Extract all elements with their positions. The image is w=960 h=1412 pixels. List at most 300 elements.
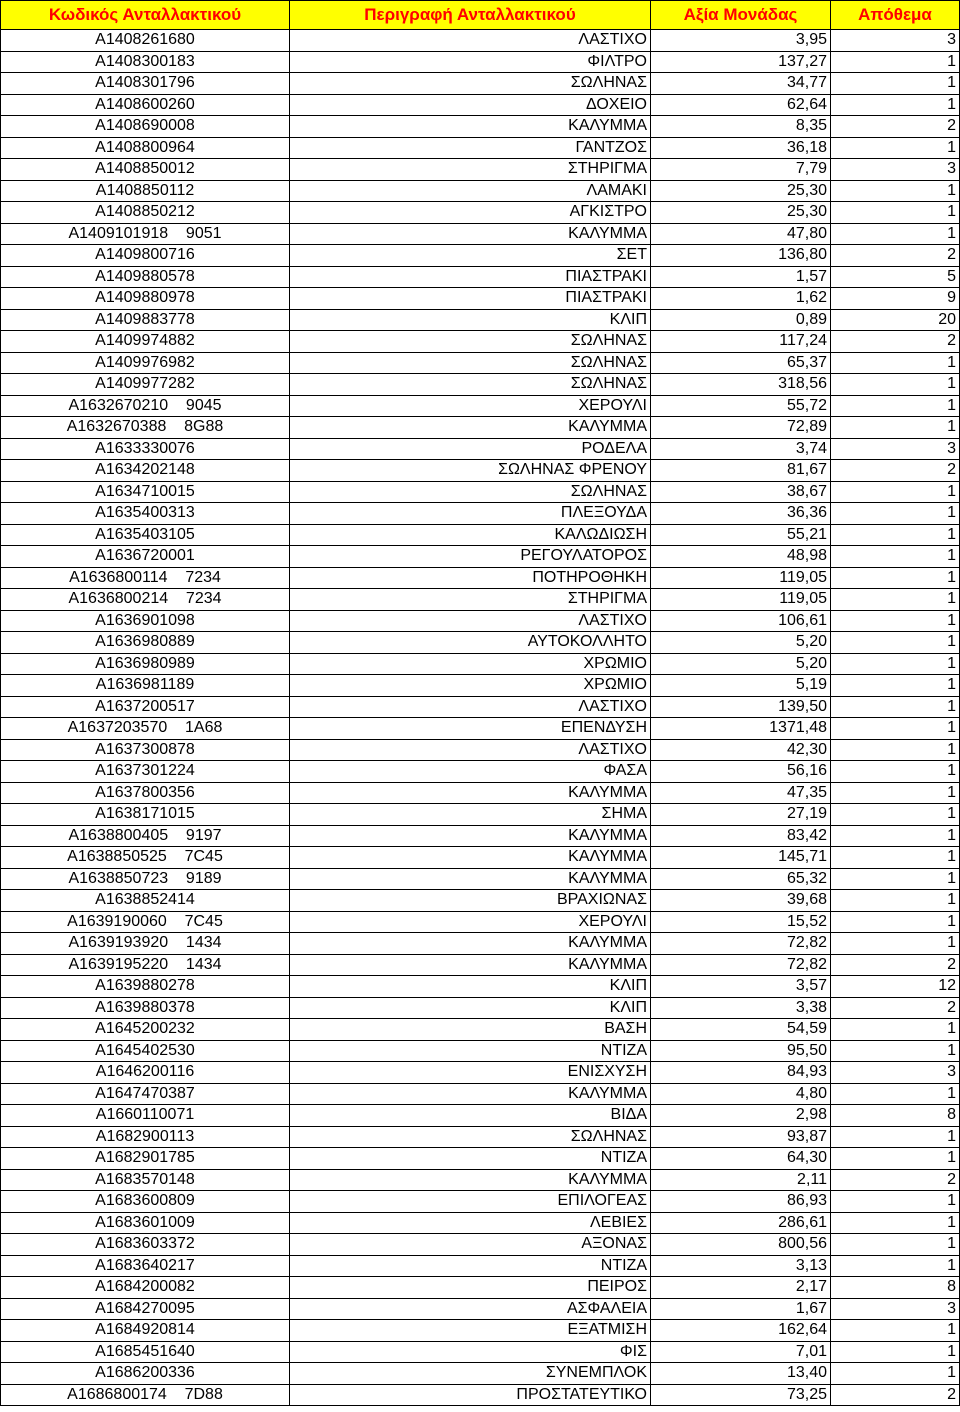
part-code-cell: A1637800356 <box>1 782 290 804</box>
unit-value-cell: 84,93 <box>651 1062 831 1084</box>
unit-value-cell: 83,42 <box>651 825 831 847</box>
table-row <box>1 1083 960 1105</box>
unit-value-cell: 72,82 <box>651 933 831 955</box>
table-row <box>1 997 960 1019</box>
table-row <box>1 438 960 460</box>
unit-value-cell: 38,67 <box>651 481 831 503</box>
unit-value-cell: 47,80 <box>651 223 831 245</box>
stock-cell: 1 <box>831 1148 960 1170</box>
part-description-cell: ΔΟΧΕΙΟ <box>290 94 651 116</box>
unit-value-cell: 4,80 <box>651 1083 831 1105</box>
stock-cell: 2 <box>831 1169 960 1191</box>
table-row <box>1 1320 960 1342</box>
table-row <box>1 718 960 740</box>
table-row <box>1 1298 960 1320</box>
part-description-cell: ΛΕΒΙΕΣ <box>290 1212 651 1234</box>
table-row <box>1 589 960 611</box>
part-description-cell: ΛΑΣΤΙΧΟ <box>290 739 651 761</box>
part-code-cell: A1636800214 7234 <box>1 589 290 611</box>
part-description-cell: ΚΑΛΥΜΜΑ <box>290 847 651 869</box>
unit-value-cell: 2,11 <box>651 1169 831 1191</box>
part-code-cell: A1686800174 7D88 <box>1 1384 290 1406</box>
table-row <box>1 675 960 697</box>
part-description-cell: ΣΩΛΗΝΑΣ <box>290 481 651 503</box>
part-code-cell: A1684200082 <box>1 1277 290 1299</box>
stock-cell: 3 <box>831 1062 960 1084</box>
part-description-cell: ΧΡΩΜΙΟ <box>290 675 651 697</box>
part-description-cell: ΛΑΣΤΙΧΟ <box>290 610 651 632</box>
part-code-cell: A1636981189 <box>1 675 290 697</box>
part-code-cell: A1683600809 <box>1 1191 290 1213</box>
stock-cell: 1 <box>831 1019 960 1041</box>
part-description-cell: ΑΣΦΑΛΕΙΑ <box>290 1298 651 1320</box>
table-row <box>1 632 960 654</box>
unit-value-cell: 95,50 <box>651 1040 831 1062</box>
table-row <box>1 933 960 955</box>
part-description-cell: ΚΑΛΩΔΙΩΣΗ <box>290 524 651 546</box>
header-part-description: Περιγραφή Ανταλλακτικού <box>290 1 651 30</box>
table-row <box>1 1191 960 1213</box>
unit-value-cell: 48,98 <box>651 546 831 568</box>
table-row <box>1 137 960 159</box>
part-description-cell: ΠΟΤΗΡΟΘΗΚΗ <box>290 567 651 589</box>
unit-value-cell: 34,77 <box>651 73 831 95</box>
stock-cell: 1 <box>831 847 960 869</box>
table-row <box>1 180 960 202</box>
stock-cell: 1 <box>831 180 960 202</box>
stock-cell: 1 <box>831 395 960 417</box>
table-row <box>1 847 960 869</box>
table-row <box>1 94 960 116</box>
part-code-cell: A1683601009 <box>1 1212 290 1234</box>
table-row <box>1 460 960 482</box>
stock-cell: 1 <box>831 739 960 761</box>
part-code-cell: A1409977282 <box>1 374 290 396</box>
stock-cell: 3 <box>831 438 960 460</box>
part-description-cell: ΠΡΟΣΤΑΤΕΥΤΙΚΟ <box>290 1384 651 1406</box>
part-code-cell: A1637200517 <box>1 696 290 718</box>
stock-cell: 2 <box>831 460 960 482</box>
unit-value-cell: 2,98 <box>651 1105 831 1127</box>
table-row <box>1 610 960 632</box>
unit-value-cell: 81,67 <box>651 460 831 482</box>
part-description-cell: ΕΠΕΝΔΥΣΗ <box>290 718 651 740</box>
unit-value-cell: 137,27 <box>651 51 831 73</box>
part-code-cell: A1409883778 <box>1 309 290 331</box>
part-description-cell: ΣΥΝΕΜΠΛΟΚ <box>290 1363 651 1385</box>
table-row <box>1 825 960 847</box>
part-description-cell: ΠΙΑΣΤΡΑΚΙ <box>290 266 651 288</box>
table-row <box>1 159 960 181</box>
table-row <box>1 266 960 288</box>
part-code-cell: A1636800114 7234 <box>1 567 290 589</box>
table-row <box>1 1148 960 1170</box>
part-code-cell: A1638852414 <box>1 890 290 912</box>
part-description-cell: ΣΤΗΡΙΓΜΑ <box>290 159 651 181</box>
table-row <box>1 116 960 138</box>
unit-value-cell: 86,93 <box>651 1191 831 1213</box>
part-code-cell: A1683570148 <box>1 1169 290 1191</box>
table-row <box>1 524 960 546</box>
part-description-cell: ΡΕΓΟΥΛΑΤΟΡΟΣ <box>290 546 651 568</box>
part-code-cell: A1409800716 <box>1 245 290 267</box>
stock-cell: 1 <box>831 503 960 525</box>
stock-cell: 2 <box>831 331 960 353</box>
part-code-cell: A1636720001 <box>1 546 290 568</box>
part-description-cell: ΒΙΔΑ <box>290 1105 651 1127</box>
unit-value-cell: 3,95 <box>651 30 831 52</box>
table-row <box>1 331 960 353</box>
part-code-cell: A1638850525 7C45 <box>1 847 290 869</box>
unit-value-cell: 13,40 <box>651 1363 831 1385</box>
stock-cell: 1 <box>831 1255 960 1277</box>
stock-cell: 1 <box>831 1234 960 1256</box>
part-code-cell: A1637203570 1A68 <box>1 718 290 740</box>
table-row <box>1 1040 960 1062</box>
unit-value-cell: 72,82 <box>651 954 831 976</box>
part-code-cell: A1660110071 <box>1 1105 290 1127</box>
unit-value-cell: 93,87 <box>651 1126 831 1148</box>
table-row <box>1 374 960 396</box>
part-description-cell: ΒΡΑΧΙΩΝΑΣ <box>290 890 651 912</box>
table-row <box>1 1212 960 1234</box>
unit-value-cell: 3,38 <box>651 997 831 1019</box>
stock-cell: 2 <box>831 954 960 976</box>
part-description-cell: ΡΟΔΕΛΑ <box>290 438 651 460</box>
part-description-cell: ΒΑΣΗ <box>290 1019 651 1041</box>
stock-cell: 1 <box>831 782 960 804</box>
stock-cell: 1 <box>831 1126 960 1148</box>
part-code-cell: A1409880978 <box>1 288 290 310</box>
unit-value-cell: 65,32 <box>651 868 831 890</box>
table-row <box>1 417 960 439</box>
unit-value-cell: 117,24 <box>651 331 831 353</box>
stock-cell: 1 <box>831 761 960 783</box>
table-row <box>1 288 960 310</box>
part-description-cell: ΛΑΣΤΙΧΟ <box>290 696 651 718</box>
stock-cell: 1 <box>831 417 960 439</box>
table-row <box>1 1341 960 1363</box>
unit-value-cell: 25,30 <box>651 202 831 224</box>
stock-cell: 1 <box>831 911 960 933</box>
unit-value-cell: 145,71 <box>651 847 831 869</box>
part-description-cell: ΣΩΛΗΝΑΣ ΦΡΕΝΟΥ <box>290 460 651 482</box>
stock-cell: 1 <box>831 589 960 611</box>
stock-cell: 1 <box>831 223 960 245</box>
table-row <box>1 1363 960 1385</box>
part-description-cell: ΝΤΙΖΑ <box>290 1148 651 1170</box>
part-code-cell: A1633330076 <box>1 438 290 460</box>
unit-value-cell: 2,17 <box>651 1277 831 1299</box>
unit-value-cell: 42,30 <box>651 739 831 761</box>
part-code-cell: A1636901098 <box>1 610 290 632</box>
part-code-cell: A1408850012 <box>1 159 290 181</box>
part-code-cell: A1634202148 <box>1 460 290 482</box>
part-code-cell: A1639880378 <box>1 997 290 1019</box>
table-row <box>1 911 960 933</box>
stock-cell: 1 <box>831 73 960 95</box>
stock-cell: 8 <box>831 1277 960 1299</box>
header-unit-value: Αξία Μονάδας <box>651 1 831 30</box>
table-row <box>1 868 960 890</box>
part-description-cell: ΣΤΗΡΙΓΜΑ <box>290 589 651 611</box>
stock-cell: 2 <box>831 245 960 267</box>
unit-value-cell: 5,19 <box>651 675 831 697</box>
stock-cell: 1 <box>831 1320 960 1342</box>
table-row <box>1 202 960 224</box>
part-description-cell: ΣΩΛΗΝΑΣ <box>290 374 651 396</box>
unit-value-cell: 106,61 <box>651 610 831 632</box>
part-code-cell: A1639190060 7C45 <box>1 911 290 933</box>
part-code-cell: A1682900113 <box>1 1126 290 1148</box>
table-row <box>1 567 960 589</box>
part-description-cell: ΚΑΛΥΜΜΑ <box>290 868 651 890</box>
part-description-cell: ΚΑΛΥΜΜΑ <box>290 825 651 847</box>
part-description-cell: ΦΙΛΤΡΟ <box>290 51 651 73</box>
part-code-cell: A1684920814 <box>1 1320 290 1342</box>
part-code-cell: A1635403105 <box>1 524 290 546</box>
unit-value-cell: 119,05 <box>651 589 831 611</box>
unit-value-cell: 800,56 <box>651 1234 831 1256</box>
part-description-cell: ΕΠΙΛΟΓΕΑΣ <box>290 1191 651 1213</box>
part-code-cell: A1408301796 <box>1 73 290 95</box>
part-description-cell: ΦΙΣ <box>290 1341 651 1363</box>
part-code-cell: A1639193920 1434 <box>1 933 290 955</box>
stock-cell: 5 <box>831 266 960 288</box>
part-code-cell: A1409976982 <box>1 352 290 374</box>
table-row <box>1 696 960 718</box>
unit-value-cell: 5,20 <box>651 653 831 675</box>
stock-cell: 1 <box>831 653 960 675</box>
unit-value-cell: 139,50 <box>651 696 831 718</box>
unit-value-cell: 1371,48 <box>651 718 831 740</box>
unit-value-cell: 5,20 <box>651 632 831 654</box>
unit-value-cell: 56,16 <box>651 761 831 783</box>
part-description-cell: ΣΩΛΗΝΑΣ <box>290 331 651 353</box>
unit-value-cell: 1,62 <box>651 288 831 310</box>
part-code-cell: A1639880278 <box>1 976 290 998</box>
part-code-cell: A1634710015 <box>1 481 290 503</box>
part-code-cell: A1645402530 <box>1 1040 290 1062</box>
header-part-code: Κωδικός Ανταλλακτικού <box>1 1 290 30</box>
part-description-cell: ΣΗΜΑ <box>290 804 651 826</box>
part-code-cell: A1635400313 <box>1 503 290 525</box>
part-code-cell: A1682901785 <box>1 1148 290 1170</box>
part-description-cell: ΛΑΜΑΚΙ <box>290 180 651 202</box>
unit-value-cell: 3,74 <box>651 438 831 460</box>
stock-cell: 1 <box>831 524 960 546</box>
part-code-cell: A1684270095 <box>1 1298 290 1320</box>
part-code-cell: A1638800405 9197 <box>1 825 290 847</box>
stock-cell: 2 <box>831 997 960 1019</box>
part-code-cell: A1408300183 <box>1 51 290 73</box>
part-description-cell: ΕΞΑΤΜΙΣΗ <box>290 1320 651 1342</box>
part-code-cell: A1408850112 <box>1 180 290 202</box>
part-code-cell: A1409101918 9051 <box>1 223 290 245</box>
part-description-cell: ΑΓΚΙΣΤΡΟ <box>290 202 651 224</box>
part-description-cell: ΠΕΙΡΟΣ <box>290 1277 651 1299</box>
part-description-cell: ΧΕΡΟΥΛΙ <box>290 395 651 417</box>
stock-cell: 20 <box>831 309 960 331</box>
part-code-cell: A1683603372 <box>1 1234 290 1256</box>
part-description-cell: ΚΛΙΠ <box>290 976 651 998</box>
part-description-cell: ΧΡΩΜΙΟ <box>290 653 651 675</box>
stock-cell: 1 <box>831 1191 960 1213</box>
stock-cell: 1 <box>831 137 960 159</box>
part-description-cell: ΚΑΛΥΜΜΑ <box>290 116 651 138</box>
table-row <box>1 352 960 374</box>
stock-cell: 8 <box>831 1105 960 1127</box>
table-row <box>1 1234 960 1256</box>
part-description-cell: ΦΑΣΑ <box>290 761 651 783</box>
stock-cell: 1 <box>831 1212 960 1234</box>
part-description-cell: ΠΛΕΞΟΥΔΑ <box>290 503 651 525</box>
part-description-cell: ΚΑΛΥΜΜΑ <box>290 1083 651 1105</box>
unit-value-cell: 0,89 <box>651 309 831 331</box>
unit-value-cell: 8,35 <box>651 116 831 138</box>
unit-value-cell: 119,05 <box>651 567 831 589</box>
stock-cell: 1 <box>831 546 960 568</box>
stock-cell: 1 <box>831 868 960 890</box>
stock-cell: 1 <box>831 1083 960 1105</box>
stock-cell: 1 <box>831 696 960 718</box>
stock-cell: 3 <box>831 159 960 181</box>
unit-value-cell: 65,37 <box>651 352 831 374</box>
table-row <box>1 1062 960 1084</box>
stock-cell: 1 <box>831 352 960 374</box>
stock-cell: 1 <box>831 804 960 826</box>
part-code-cell: A1408600260 <box>1 94 290 116</box>
header-stock: Απόθεμα <box>831 1 960 30</box>
unit-value-cell: 318,56 <box>651 374 831 396</box>
stock-cell: 3 <box>831 30 960 52</box>
part-description-cell: ΣΕΤ <box>290 245 651 267</box>
stock-cell: 2 <box>831 116 960 138</box>
part-code-cell: A1632670210 9045 <box>1 395 290 417</box>
stock-cell: 1 <box>831 890 960 912</box>
unit-value-cell: 286,61 <box>651 1212 831 1234</box>
stock-cell: 1 <box>831 51 960 73</box>
table-row <box>1 1277 960 1299</box>
part-description-cell: ΣΩΛΗΝΑΣ <box>290 1126 651 1148</box>
unit-value-cell: 7,79 <box>651 159 831 181</box>
part-description-cell: ΑΞΟΝΑΣ <box>290 1234 651 1256</box>
unit-value-cell: 55,72 <box>651 395 831 417</box>
stock-cell: 1 <box>831 718 960 740</box>
part-description-cell: ΣΩΛΗΝΑΣ <box>290 73 651 95</box>
part-description-cell: ΑΥΤΟΚΟΛΛΗΤΟ <box>290 632 651 654</box>
part-description-cell: ΓΑΝΤΖΟΣ <box>290 137 651 159</box>
part-description-cell: ΝΤΙΖΑ <box>290 1255 651 1277</box>
table-row <box>1 546 960 568</box>
part-description-cell: ΚΛΙΠ <box>290 309 651 331</box>
stock-cell: 1 <box>831 632 960 654</box>
part-code-cell: A1647470387 <box>1 1083 290 1105</box>
unit-value-cell: 62,64 <box>651 94 831 116</box>
part-code-cell: A1638171015 <box>1 804 290 826</box>
table-row <box>1 481 960 503</box>
unit-value-cell: 7,01 <box>651 1341 831 1363</box>
stock-cell: 1 <box>831 567 960 589</box>
unit-value-cell: 39,68 <box>651 890 831 912</box>
stock-cell: 1 <box>831 610 960 632</box>
unit-value-cell: 36,36 <box>651 503 831 525</box>
part-description-cell: ΧΕΡΟΥΛΙ <box>290 911 651 933</box>
part-description-cell: ΕΝΙΣΧΥΣΗ <box>290 1062 651 1084</box>
unit-value-cell: 3,13 <box>651 1255 831 1277</box>
part-description-cell: ΚΛΙΠ <box>290 997 651 1019</box>
part-code-cell: A1639195220 1434 <box>1 954 290 976</box>
table-row <box>1 73 960 95</box>
stock-cell: 12 <box>831 976 960 998</box>
unit-value-cell: 64,30 <box>651 1148 831 1170</box>
unit-value-cell: 55,21 <box>651 524 831 546</box>
stock-cell: 1 <box>831 374 960 396</box>
part-code-cell: A1646200116 <box>1 1062 290 1084</box>
table-row <box>1 890 960 912</box>
header-row <box>1 1 960 30</box>
part-description-cell: ΚΑΛΥΜΜΑ <box>290 933 651 955</box>
unit-value-cell: 15,52 <box>651 911 831 933</box>
table-row <box>1 245 960 267</box>
unit-value-cell: 47,35 <box>651 782 831 804</box>
stock-cell: 9 <box>831 288 960 310</box>
stock-cell: 1 <box>831 675 960 697</box>
part-description-cell: ΠΙΑΣΤΡΑΚΙ <box>290 288 651 310</box>
part-code-cell: A1683640217 <box>1 1255 290 1277</box>
unit-value-cell: 3,57 <box>651 976 831 998</box>
stock-cell: 1 <box>831 1363 960 1385</box>
part-code-cell: A1408850212 <box>1 202 290 224</box>
part-code-cell: A1409974882 <box>1 331 290 353</box>
table-row <box>1 761 960 783</box>
unit-value-cell: 72,89 <box>651 417 831 439</box>
table-row <box>1 1255 960 1277</box>
table-row <box>1 395 960 417</box>
table-row <box>1 653 960 675</box>
unit-value-cell: 27,19 <box>651 804 831 826</box>
part-code-cell: A1409880578 <box>1 266 290 288</box>
stock-cell: 3 <box>831 1298 960 1320</box>
part-code-cell: A1636980889 <box>1 632 290 654</box>
stock-cell: 1 <box>831 1341 960 1363</box>
part-description-cell: ΚΑΛΥΜΜΑ <box>290 954 651 976</box>
table-row <box>1 1169 960 1191</box>
unit-value-cell: 1,57 <box>651 266 831 288</box>
part-code-cell: A1645200232 <box>1 1019 290 1041</box>
stock-cell: 2 <box>831 1384 960 1406</box>
unit-value-cell: 36,18 <box>651 137 831 159</box>
table-row <box>1 51 960 73</box>
table-row <box>1 954 960 976</box>
unit-value-cell: 25,30 <box>651 180 831 202</box>
part-description-cell: ΚΑΛΥΜΜΑ <box>290 223 651 245</box>
part-description-cell: ΚΑΛΥΜΜΑ <box>290 1169 651 1191</box>
part-description-cell: ΣΩΛΗΝΑΣ <box>290 352 651 374</box>
part-code-cell: A1638850723 9189 <box>1 868 290 890</box>
stock-cell: 1 <box>831 1040 960 1062</box>
table-row <box>1 739 960 761</box>
table-row <box>1 503 960 525</box>
unit-value-cell: 73,25 <box>651 1384 831 1406</box>
stock-cell: 1 <box>831 94 960 116</box>
part-description-cell: ΝΤΙΖΑ <box>290 1040 651 1062</box>
stock-cell: 1 <box>831 481 960 503</box>
unit-value-cell: 54,59 <box>651 1019 831 1041</box>
table-row <box>1 782 960 804</box>
table-row <box>1 309 960 331</box>
part-code-cell: A1408261680 <box>1 30 290 52</box>
